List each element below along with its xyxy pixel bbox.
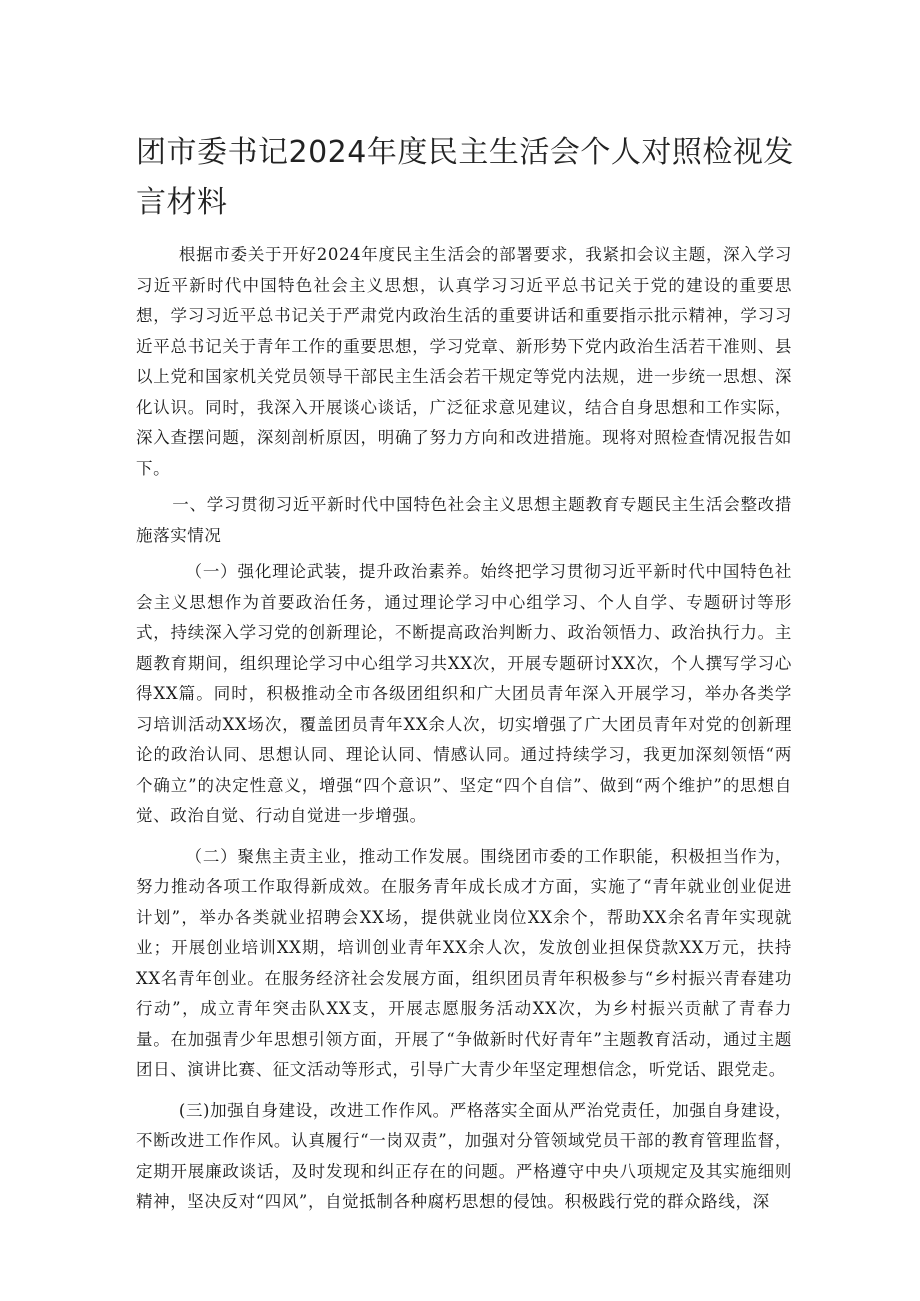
section-heading-1: 一、学习贯彻习近平新时代中国特色社会主义思想主题教育专题民主生活会整改措施落实情况 [136,495,792,545]
subsection-paragraph-3: (三)加强自身建设，改进工作作风。严格落实全面从严治党责任，加强自身建设，不断改进工作作风。认真履行“一岗双责”，加强对分管领域党员干部的教育管理监督，定期开展廉政谈话，及时发现和纠正存在的问题。严格遵守中央八项规定及其实施细则精神，坚决反对“四风”，自觉抵制各种腐朽思想的侵蚀。积极践行党的群众路线，深 [136,1100,792,1211]
document-title: 团市委书记2024年度民主生活会个人对照检视发言材料 [136,135,794,220]
subsection-paragraph-2: （二）聚焦主责主业，推动工作发展。围绕团市委的工作职能，积极担当作为，努力推动各项工作取得新成效。在服务青年成长成才方面，实施了“青年就业创业促进计划”，举办各类就业招聘会XX场，提供就业岗位XX余个，帮助XX余名青年实现就业；开展创业培训XX期，培训创业青年XX余人次，发放创业担保贷款XX万元，扶持XX名青年创业。在服务经济社会发展方面，组织团员青年积极参与“乡村振兴青春建功行动”，成立青年突击队XX支，开展志愿服务活动XX次，为乡村振兴贡献了青春力量。在加强青少年思想引领方面，开展了“争做新时代好青年”主题教育活动，通过主题团日、演讲比赛、征文活动等形式，引导广大青少年坚定理想信念，听党话、跟党走。 [136,846,792,1079]
intro-paragraph: 根据市委关于开好2024年度民主生活会的部署要求，我紧扣会议主题，深入学习习近平新时代中国特色社会主义思想，认真学习习近平总书记关于党的建设的重要思想，学习习近平总书记关于严肃党内政治生活的重要讲话和重要指示批示精神，学习习近平总书记关于青年工作的重要思想，学习党章、新形势下党内政治生活若干准则、县以上党和国家机关党员领导干部民主生活会若干规定等党内法规，进一步统一思想、深化认识。同时，我深入开展谈心谈话，广泛征求意见建议，结合自身思想和工作实际，深入查摆问题，深刻剖析原因，明确了努力方向和改进措施。现将对照检查情况报告如下。 [136,245,792,478]
subsection-paragraph-1: （一）强化理论武装，提升政治素养。始终把学习贯彻习近平新时代中国特色社会主义思想作为首要政治任务，通过理论学习中心组学习、个人自学、专题研讨等形式，持续深入学习党的创新理论，不断提高政治判断力、政治领悟力、政治执行力。主题教育期间，组织理论学习中心组学习共XX次，开展专题研讨XX次，个人撰写学习心得XX篇。同时，积极推动全市各级团组织和广大团员青年深入开展学习，举办各类学习培训活动XX场次，覆盖团员青年XX余人次，切实增强了广大团员青年对党的创新理论的政治认同、思想认同、理论认同、情感认同。通过持续学习，我更加深刻领悟“两个确立”的决定性意义，增强“四个意识”、坚定“四个自信”、做到“两个维护”的思想自觉、政治自觉、行动自觉进一步增强。 [136,562,792,825]
document-body [136,240,792,1218]
